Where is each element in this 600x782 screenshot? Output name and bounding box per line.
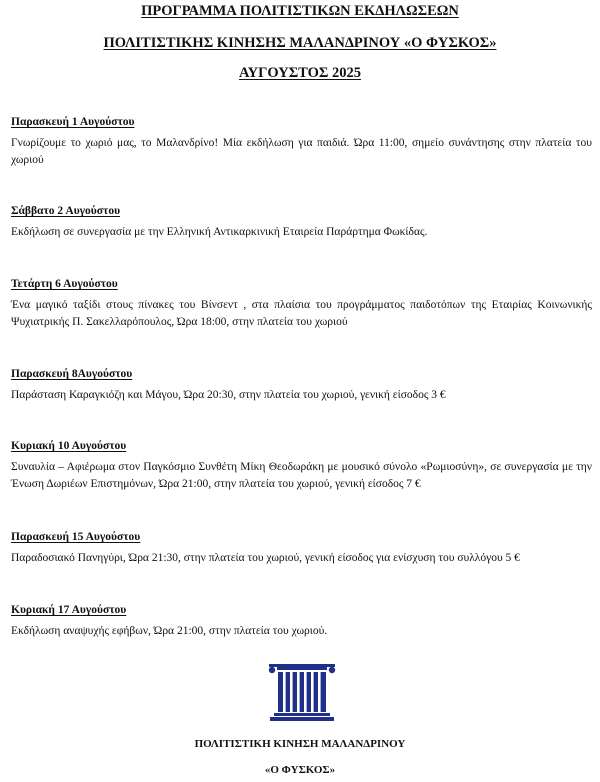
event-date: Σάββατο 2 Αυγούστου (11, 205, 121, 217)
header-title-text-1: ΠΡΟΓΡΑΜΜΑ ΠΟΛΙΤΙΣΤΙΚΩΝ ΕΚΔΗΛΩΣΕΩΝ (141, 3, 459, 19)
header-title-line-2 (0, 36, 600, 51)
event-item (11, 116, 592, 169)
event-description: Ένα μαγικό ταξίδι στους πίνακες του Βίνσεντ , στα πλαίσια του προγράμματος παιδοτόπων της Εταιρίας Κοινωνικής Ψυχιατρικής Π. Σακελλαρόπουλος, Ώρα 18:00, στην πλατεία του χωριού (11, 299, 592, 328)
footer-organization-name: ΠΟΛΙΤΙΣΤΙΚΗ ΚΙΝΗΣΗ ΜΑΛΑΝΔΡΙΝΟΥ (194, 738, 406, 750)
event-item (11, 531, 592, 567)
event-description: Εκδήλωση αναψυχής εφήβων, Ώρα 21:00, στην πλατεία του χωριού. (11, 625, 328, 637)
event-item (11, 440, 592, 493)
event-item (11, 278, 592, 331)
event-date: Παρασκευή 8Αυγούστου (11, 368, 133, 380)
event-date: Παρασκευή 1 Αυγούστου (11, 116, 135, 128)
greek-column-logo-icon (265, 662, 339, 722)
header-month-text: ΑΥΓΟΥΣΤΟΣ 2025 (239, 65, 361, 81)
event-description: Παραδοσιακό Πανηγύρι, Ώρα 21:30, στην πλατεία του χωριού, γενική είσοδος για ενίσχυση του συλλόγου 5 € (11, 552, 520, 564)
header-title-line-3 (0, 66, 600, 81)
header-title-line-1 (0, 4, 600, 19)
footer-organization-subtitle: «Ο ΦΥΣΚΟΣ» (264, 764, 336, 776)
event-description: Γνωρίζουμε το χωριό μας, το Μαλανδρίνο! Μία εκδήλωση για παιδιά. Ώρα 11:00, σημείο συνάντησης στην πλατεία του χωριού (11, 137, 592, 166)
event-item (11, 368, 592, 404)
header-title-text-2: ΠΟΛΙΤΙΣΤΙΚΗΣ ΚΙΝΗΣΗΣ ΜΑΛΑΝΔΡΙΝΟΥ «Ο ΦΥΣΚΟΣ» (103, 35, 497, 51)
event-date: Κυριακή 17 Αυγούστου (11, 604, 127, 616)
event-description: Παράσταση Καραγκιόζη και Μάγου, Ώρα 20:30, στην πλατεία του χωριού, γενική είσοδος 3 € (11, 389, 446, 401)
event-date: Τετάρτη 6 Αυγούστου (11, 278, 118, 290)
event-date: Παρασκευή 15 Αυγούστου (11, 531, 141, 543)
event-item (11, 205, 592, 241)
event-description: Εκδήλωση σε συνεργασία με την Ελληνική Αντικαρκινική Εταιρεία Παράρτημα Φωκίδας. (11, 226, 428, 238)
event-item (11, 604, 592, 640)
event-description: Συναυλία – Αφιέρωμα στον Παγκόσμιο Συνθέτη Μίκη Θεοδωράκη με μουσικό σύνολο «Ρωμιοσύνη», σε συνεργασία με την Ένωση Δωριέων Επιστημόνων, Ώρα 21:00, στην πλατεία του χωριού, γενική είσοδος 7 € (11, 461, 592, 490)
event-date: Κυριακή 10 Αυγούστου (11, 440, 127, 452)
